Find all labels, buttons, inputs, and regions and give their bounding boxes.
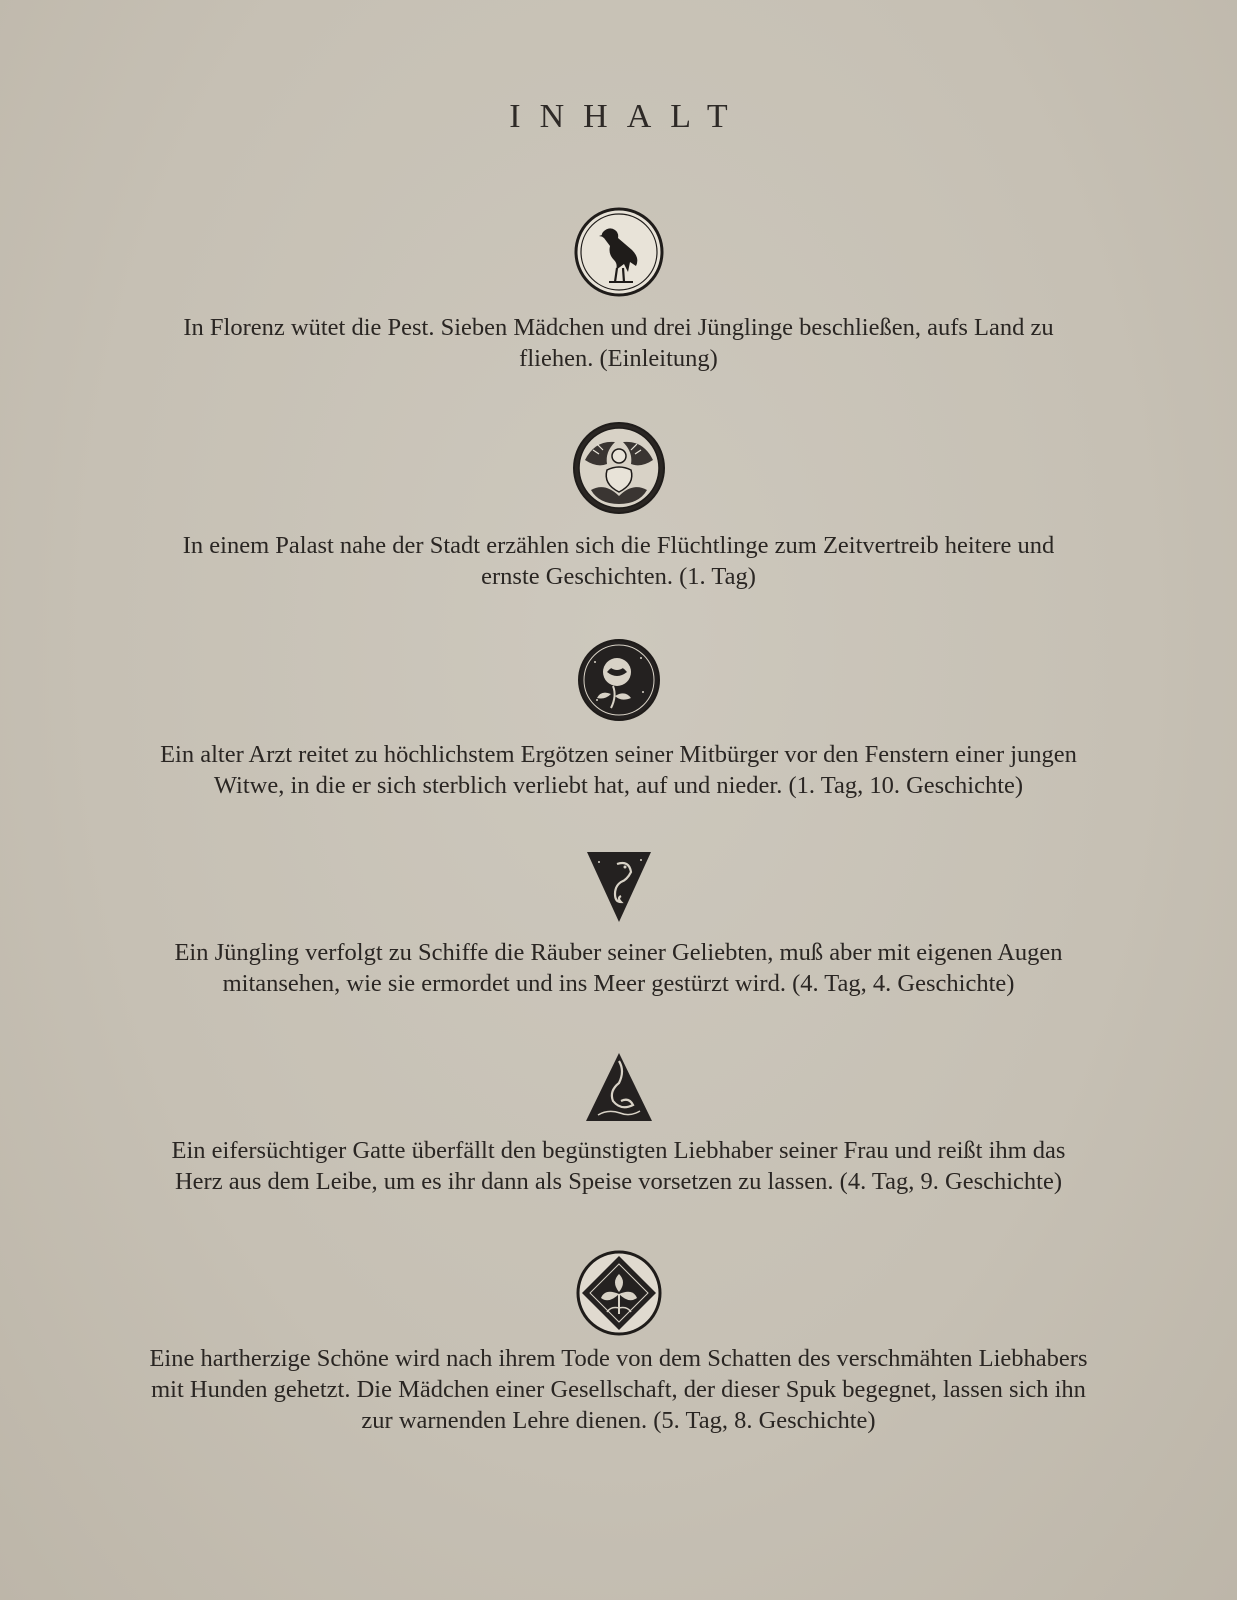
- page-title: INHALT: [509, 98, 747, 135]
- entry-6: [95, 1343, 1142, 1436]
- entry-line: ernste Geschichten. (1. Tag): [481, 563, 756, 590]
- angel-roundel-icon: [571, 420, 667, 516]
- entry-line: mit Hunden gehetzt. Die Mädchen einer Gesellschaft, der dieser Spuk begegnet, lassen sich ihn: [151, 1376, 1086, 1403]
- entry-line: Ein alter Arzt reitet zu höchlichstem Ergötzen seiner Mitbürger vor den Fenstern einer jungen: [160, 741, 1077, 768]
- entry-2: [95, 530, 1142, 592]
- rose-roundel-icon: [577, 638, 661, 722]
- entry-line: In einem Palast nahe der Stadt erzählen sich die Flüchtlinge zum Zeitvertreib heitere und: [182, 532, 1055, 559]
- seahorse-triangle-icon: [585, 850, 653, 924]
- entry-line: Witwe, in die er sich sterblich verliebt hat, auf und nieder. (1. Tag, 10. Geschichte): [213, 772, 1024, 799]
- flower-diamond-roundel-icon: [576, 1250, 662, 1336]
- entry-line: zur warnenden Lehre dienen. (5. Tag, 8. Geschichte): [361, 1407, 876, 1434]
- heron-roundel-icon: [573, 206, 665, 298]
- entry-3: [95, 739, 1142, 801]
- entry-line: Eine hartherzige Schöne wird nach ihrem Tode von dem Schatten des verschmähten Liebhabers: [149, 1345, 1088, 1372]
- entry-line: Ein eifersüchtiger Gatte überfällt den begünstigten Liebhaber seiner Frau und reißt ihm das: [171, 1137, 1066, 1164]
- entry-line: fliehen. (Einleitung): [519, 345, 718, 372]
- entry-4: [95, 937, 1142, 999]
- entry-5: [95, 1135, 1142, 1197]
- entry-line: mitansehen, wie sie ermordet und ins Meer gestürzt wird. (4. Tag, 4. Geschichte): [222, 970, 1015, 997]
- entry-1: [95, 312, 1142, 374]
- entry-line: Ein Jüngling verfolgt zu Schiffe die Räuber seiner Geliebten, muß aber mit eigenen Augen: [174, 939, 1063, 966]
- serpent-triangle-icon: [584, 1051, 654, 1123]
- entry-line: Herz aus dem Leibe, um es ihr dann als Speise vorsetzen zu lassen. (4. Tag, 9. Geschichte): [174, 1168, 1063, 1195]
- entry-line: In Florenz wütet die Pest. Sieben Mädchen und drei Jünglinge beschließen, aufs Land zu: [183, 314, 1054, 341]
